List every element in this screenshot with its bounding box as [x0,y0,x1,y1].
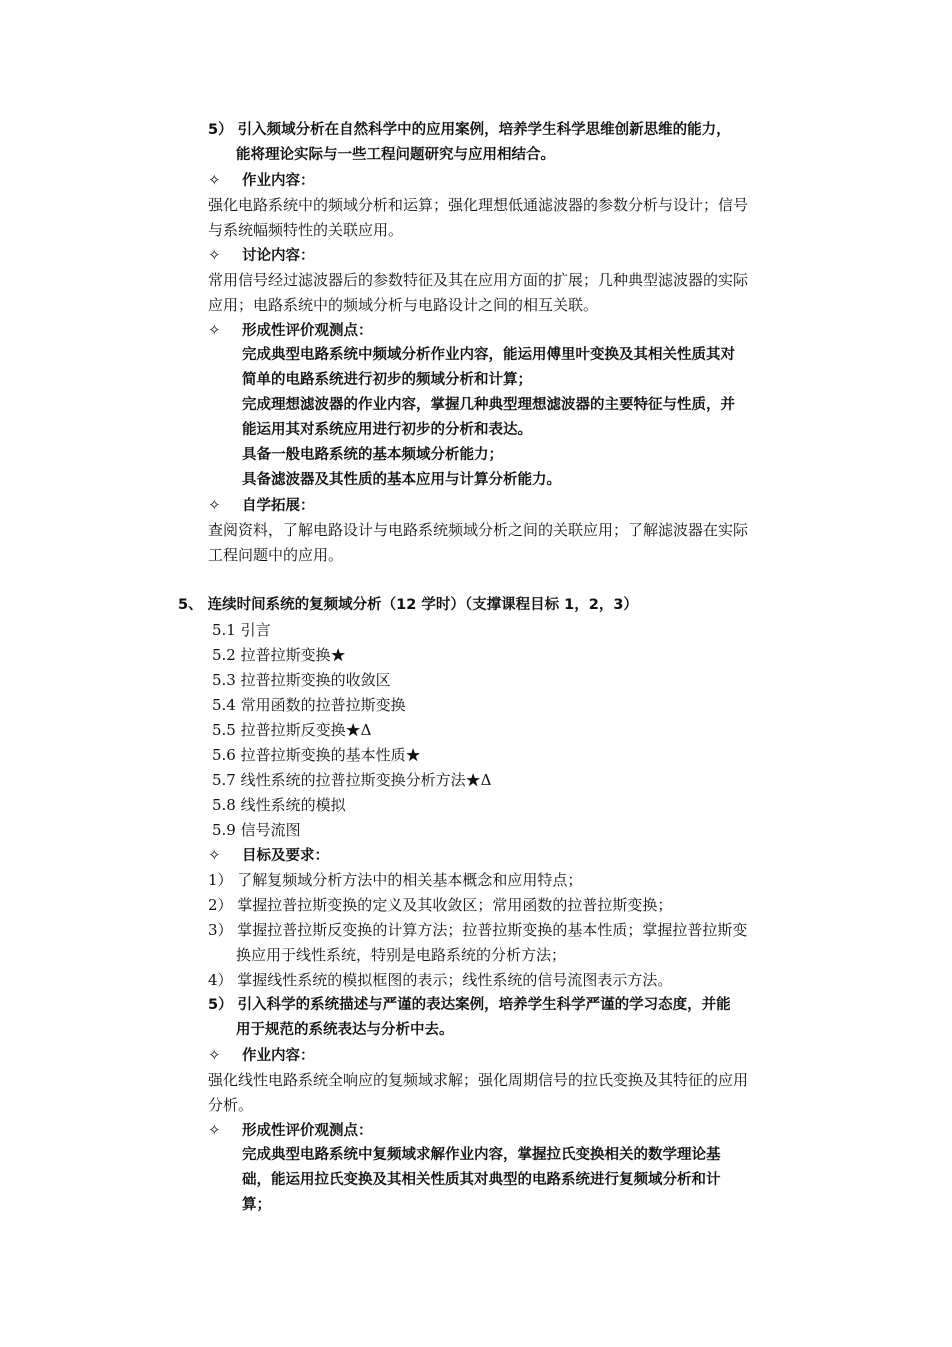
goal-item-5: 5） 引入频域分析在自然科学中的应用案例，培养学生科学思维创新思维的能力， [208,122,731,138]
section-5-heading: 5、 连续时间系统的复频域分析（12 学时）（支撑课程目标 1，2，3） [178,597,638,613]
diamond-bullet-icon: ✧ [208,846,221,864]
diamond-bullet-icon: ✧ [208,1046,221,1064]
homework-heading: ✧ 作业内容： [208,168,812,193]
evaluation-point: 能运用其对系统应用进行初步的分析和表达。 [242,422,532,438]
toc-item: 5.4 常用函数的拉普拉斯变换 [212,696,406,714]
discussion-heading: ✧ 讨论内容： [208,243,812,268]
evaluation-point: 完成典型电路系统中频域分析作业内容，能运用傅里叶变换及其相关性质其对 [242,347,735,363]
toc-item: 5.7 线性系统的拉普拉斯变换分析方法★Δ [212,771,492,789]
toc-item: 5.2 拉普拉斯变换★ [212,646,346,664]
evaluation-point: 具备滤波器及其性质的基本应用与计算分析能力。 [242,472,561,488]
goal-item-2: 2） 掌握拉普拉斯变换的定义及其收敛区；常用函数的拉普拉斯变换； [208,896,673,914]
diamond-bullet-icon: ✧ [208,496,221,514]
goal-item-3: 3） 掌握拉普拉斯反变换的计算方法；拉普拉斯变换的基本性质；掌握拉普拉斯变 [208,921,748,939]
discussion-text: 应用；电路系统中的频域分析与电路设计之间的相互关联。 [208,296,599,314]
diamond-bullet-icon: ✧ [208,321,221,339]
evaluation-point: 具备一般电路系统的基本频域分析能力； [242,447,503,463]
evaluation-point: 算； [242,1197,271,1213]
homework-text: 与系统幅频特性的关联应用。 [208,221,404,239]
goals-heading: ✧ 目标及要求： [208,843,812,868]
evaluation-heading: ✧ 形成性评价观测点： [208,318,812,343]
toc-item: 5.9 信号流图 [212,821,301,839]
goal-item-5-cont: 用于规范的系统表达与分析中去。 [236,1022,454,1038]
evaluation-point: 完成典型电路系统中复频域求解作业内容，掌握拉氏变换相关的数学理论基 [242,1147,721,1163]
homework-text: 强化电路系统中的频域分析和运算；强化理想低通滤波器的参数分析与设计；信号 [208,196,749,214]
evaluation-point: 完成理想滤波器的作业内容，掌握几种典型理想滤波器的主要特征与性质，并 [242,397,735,413]
goal-item-5-cont: 能将理论实际与一些工程问题研究与应用相结合。 [236,147,555,163]
goal-item-3-cont: 换应用于线性系统，特别是电路系统的分析方法； [236,946,567,964]
toc-item: 5.8 线性系统的模拟 [212,796,346,814]
homework-heading: ✧ 作业内容： [208,1043,812,1068]
diamond-bullet-icon: ✧ [208,1121,221,1139]
toc-item: 5.3 拉普拉斯变换的收敛区 [212,671,391,689]
discussion-text: 常用信号经过滤波器后的参数特征及其在应用方面的扩展；几种典型滤波器的实际 [208,271,749,289]
self-study-text: 查阅资料，了解电路设计与电路系统频域分析之间的关联应用；了解滤波器在实际 [208,521,749,539]
evaluation-point: 简单的电路系统进行初步的频域分析和计算； [242,372,532,388]
evaluation-heading: ✧ 形成性评价观测点： [208,1118,812,1143]
diamond-bullet-icon: ✧ [208,171,221,189]
self-study-text: 工程问题中的应用。 [208,546,344,564]
homework-text: 分析。 [208,1096,254,1114]
toc-item: 5.5 拉普拉斯反变换★Δ [212,721,372,739]
evaluation-point: 础，能运用拉氏变换及其相关性质其对典型的电路系统进行复频域分析和计 [242,1172,721,1188]
goal-item-4: 4） 掌握线性系统的模拟框图的表示；线性系统的信号流图表示方法。 [208,971,673,989]
diamond-bullet-icon: ✧ [208,246,221,264]
self-study-heading: ✧ 自学拓展： [208,493,812,518]
homework-text: 强化线性电路系统全响应的复频域求解；强化周期信号的拉氏变换及其特征的应用 [208,1071,749,1089]
toc-item: 5.1 引言 [212,621,271,639]
toc-item: 5.6 拉普拉斯变换的基本性质★ [212,746,421,764]
goal-item-1: 1） 了解复频域分析方法中的相关基本概念和应用特点； [208,871,583,889]
goal-item-5: 5） 引入科学的系统描述与严谨的表达案例，培养学生科学严谨的学习态度，并能 [208,997,731,1013]
